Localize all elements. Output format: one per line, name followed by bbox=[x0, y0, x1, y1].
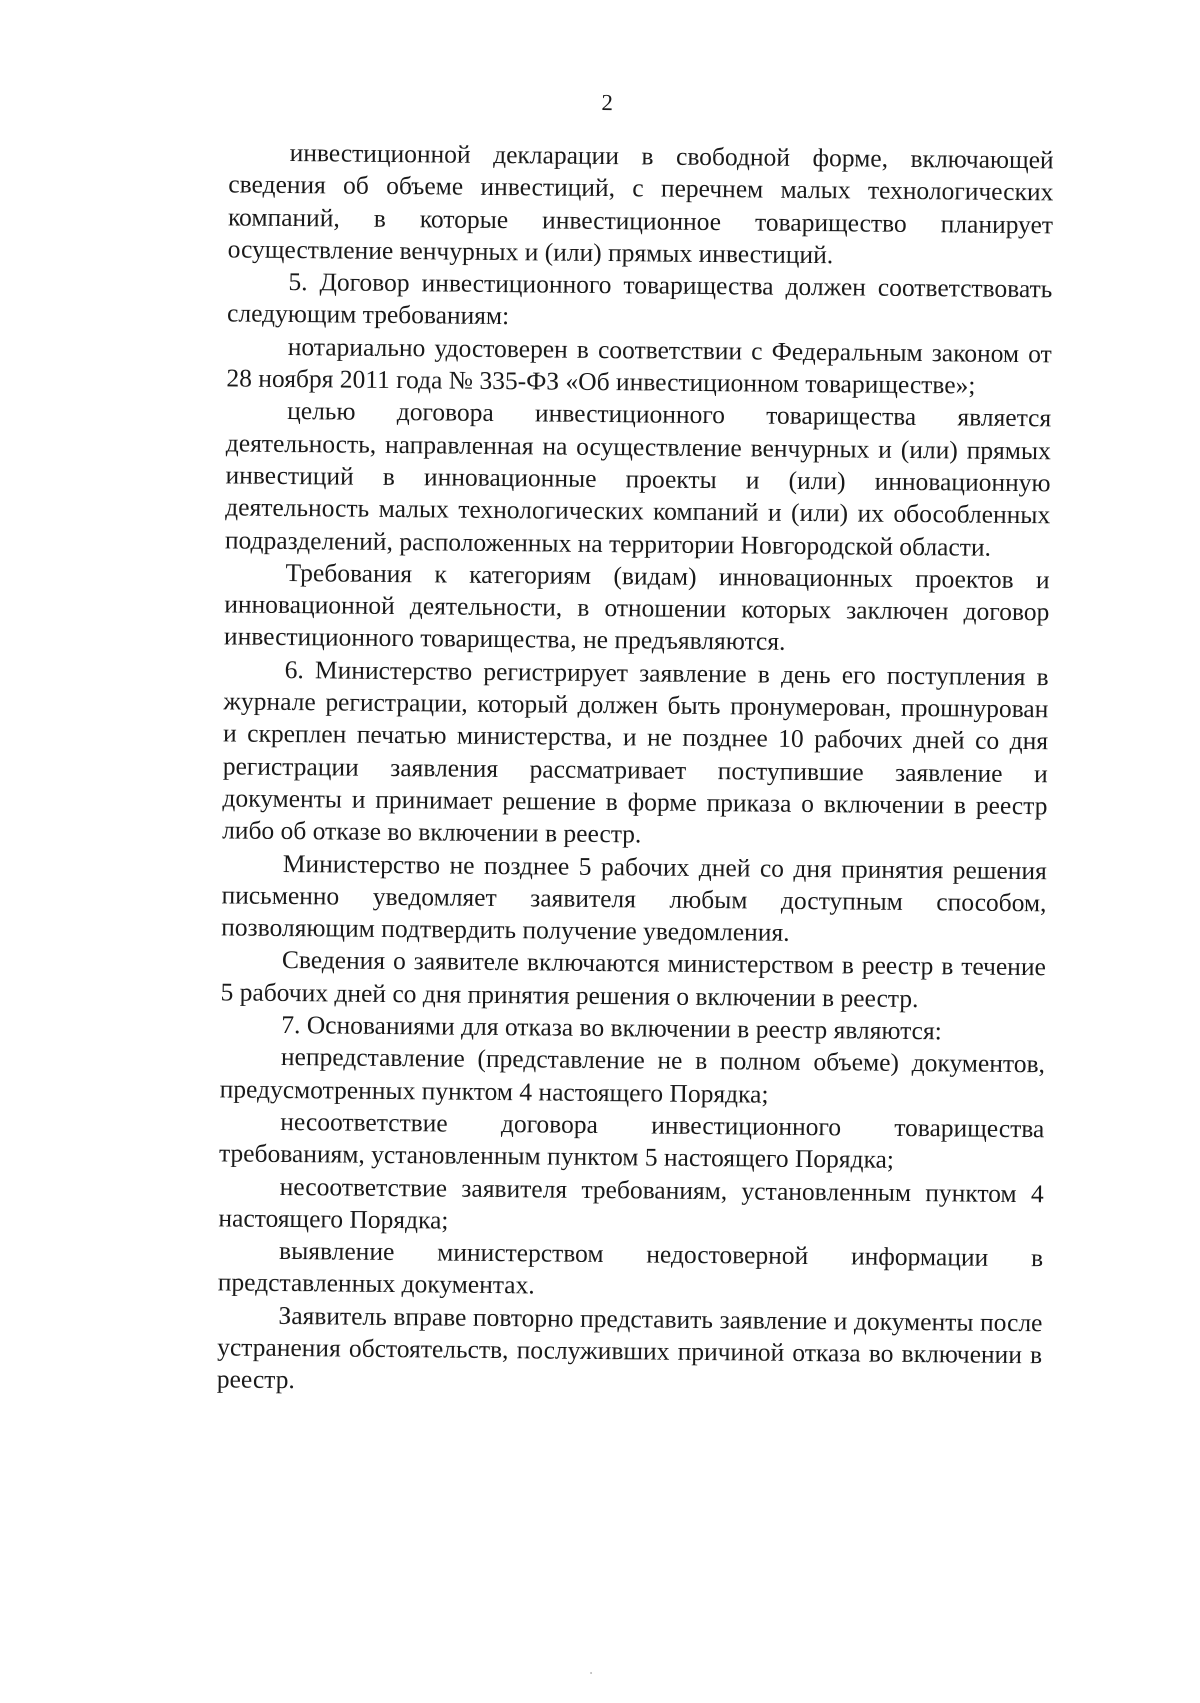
paragraph-item-6: 6. Министерство регистрирует заявление в день его поступления в журнале регистрации, который должен быть пронумерован, прошнурован и скреплен печатью министерства, и не позднее 10 рабочих дней со дня регистрации заявления рассматривает поступившие заявление и документы и принимает решение в форме приказа о включении в реестр либо об отказе во включении в реестр. bbox=[222, 654, 1049, 849]
paragraph-refusal-ground-2: несоответствие договора инвестиционного товарищества требованиям, установленным пунктом 5 настоящего Порядка; bbox=[218, 1106, 1045, 1175]
paragraph-item-5: 5. Договор инвестиционного товарищества должен соответствовать следующим требованиям: bbox=[226, 267, 1053, 331]
paragraph-registry-inclusion: Сведения о заявителе включаются министерством в реестр в течение 5 рабочих дней со дня принятия решения о включении в реестр. bbox=[220, 945, 1047, 1013]
paragraph-item-7: 7. Основаниями для отказа во включении в реестр являются: bbox=[281, 1009, 942, 1046]
paragraph-refusal-ground-3: несоответствие заявителя требованиям, установленным пунктом 4 настоящего Порядка; bbox=[218, 1171, 1044, 1235]
document-body bbox=[217, 136, 1054, 1403]
paragraph-category-requirements: Требования к категориям (видам) инновационных проектов и инновационной деятельности, в отношении которых заключен договор инвестиционного товарищества, не предъявляются. bbox=[223, 557, 1050, 657]
page-number: 2 bbox=[601, 89, 614, 116]
paragraph-notarized: нотариально удостоверен в соответствии с Федеральным законом от 28 ноября 2011 года № 335-ФЗ «Об инвестиционном товариществе»; bbox=[226, 331, 1052, 400]
scan-speck bbox=[590, 1672, 592, 1674]
paragraph-investment-declaration-continued: инвестиционной декларации в свободной форме, включающей сведения об объеме инвестиций, с перечнем малых технологических компаний, в которые инвестиционное товарищество планирует осуществление венчурных и (или) прямых инвестиций. bbox=[227, 137, 1054, 270]
paragraph-notification: Министерство не позднее 5 рабочих дней со дня принятия решения письменно уведомляет заявителя любым доступным способом, позволяющим подтвердить получение уведомления. bbox=[221, 848, 1047, 947]
paragraph-refusal-ground-4: выявление министерством недостоверной информации в представленных документах. bbox=[217, 1236, 1044, 1300]
paragraph-refusal-ground-1: непредставление (представление не в полном объеме) документов, предусмотренных пунктом 4 настоящего Порядка; bbox=[219, 1042, 1046, 1109]
paragraph-contract-purpose: целью договора инвестиционного товарищества является деятельность, направленная на осуществление венчурных и (или) прямых инвестиций в инновационные проекты и (или) инновационную деятельность малых технологических компаний и (или) их обособленных подразделений, расположенных на территории Новгородской области. bbox=[224, 396, 1052, 562]
paragraph-reapplication: Заявитель вправе повторно представить заявление и документы после устранения обстоятельств, послуживших причиной отказа во включении в реестр. bbox=[216, 1300, 1043, 1395]
